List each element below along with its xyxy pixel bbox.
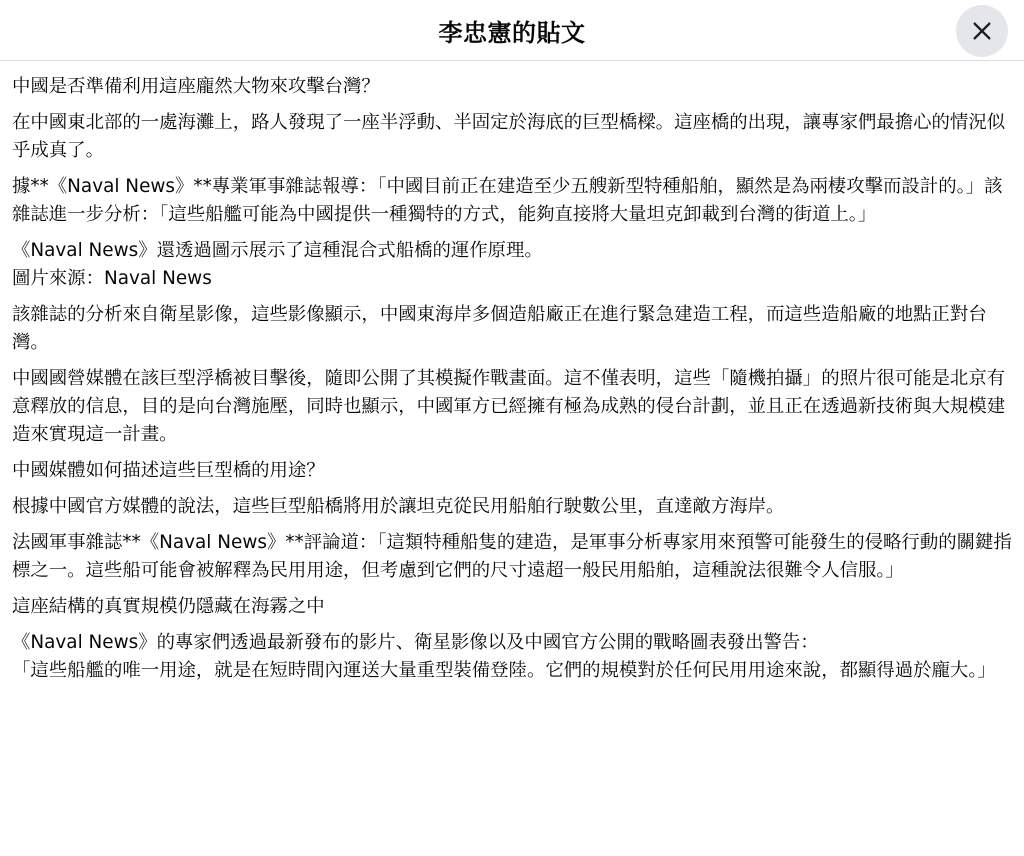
post-paragraph: 據**《Naval News》**專業軍事雜誌報導：「中國目前正在建造至少五艘新型特種船舶，顯然是為兩棲攻擊而設計的。」該雜誌進一步分析：「這些船艦可能為中國提供一種獨特的方式，能夠直接將大量坦克卸載到台灣的街道上。」 xyxy=(12,176,1003,225)
close-button[interactable] xyxy=(956,5,1008,57)
post-paragraph: 《Naval News》的專家們透過最新發布的影片、衛星影像以及中國官方公開的戰略圖表發出警告： 「這些船艦的唯一用途，就是在短時間內運送大量重型裝備登陸。它們的規模對於任何民用用途來說，都顯得過於龐大。」 xyxy=(12,632,996,681)
post-content xyxy=(0,61,1024,685)
post-paragraph: 中國是否準備利用這座龐然大物來攻擊台灣？ xyxy=(12,76,380,97)
post-paragraph: 法國軍事雜誌**《Naval News》**評論道：「這類特種船隻的建造，是軍事分析專家用來預警可能發生的侵略行動的關鍵指標之一。這些船可能會被解釋為民用用途，但考慮到它們的尺寸遠超一般民用船舶，這種說法很難令人信服。」 xyxy=(12,532,1012,581)
post-paragraph: 這座結構的真實規模仍隱藏在海霧之中 xyxy=(12,596,325,617)
dialog-header xyxy=(0,0,1024,61)
dialog-title: 李忠憲的貼文 xyxy=(438,18,586,47)
post-paragraph: 《Naval News》還透過圖示展示了這種混合式船橋的運作原理。 圖片來源：Naval News xyxy=(12,240,543,289)
post-paragraph: 該雜誌的分析來自衛星影像，這些影像顯示，中國東海岸多個造船廠正在進行緊急建造工程，而這些造船廠的地點正對台灣。 xyxy=(12,304,987,353)
close-icon xyxy=(971,20,993,42)
post-paragraph: 中國媒體如何描述這些巨型橋的用途？ xyxy=(12,460,325,481)
post-paragraph: 根據中國官方媒體的說法，這些巨型船橋將用於讓坦克從民用船舶行駛數公里，直達敵方海岸。 xyxy=(12,496,785,517)
post-paragraph: 在中國東北部的一處海灘上，路人發現了一座半浮動、半固定於海底的巨型橋樑。這座橋的出現，讓專家們最擔心的情況似乎成真了。 xyxy=(12,112,1006,161)
post-paragraph: 中國國營媒體在該巨型浮橋被目擊後，隨即公開了其模擬作戰畫面。這不僅表明，這些「隨機拍攝」的照片很可能是北京有意釋放的信息，目的是向台灣施壓，同時也顯示，中國軍方已經擁有極為成熟的侵台計劃，並且正在透過新技術與大規模建造來實現這一計畫。 xyxy=(12,368,1006,445)
